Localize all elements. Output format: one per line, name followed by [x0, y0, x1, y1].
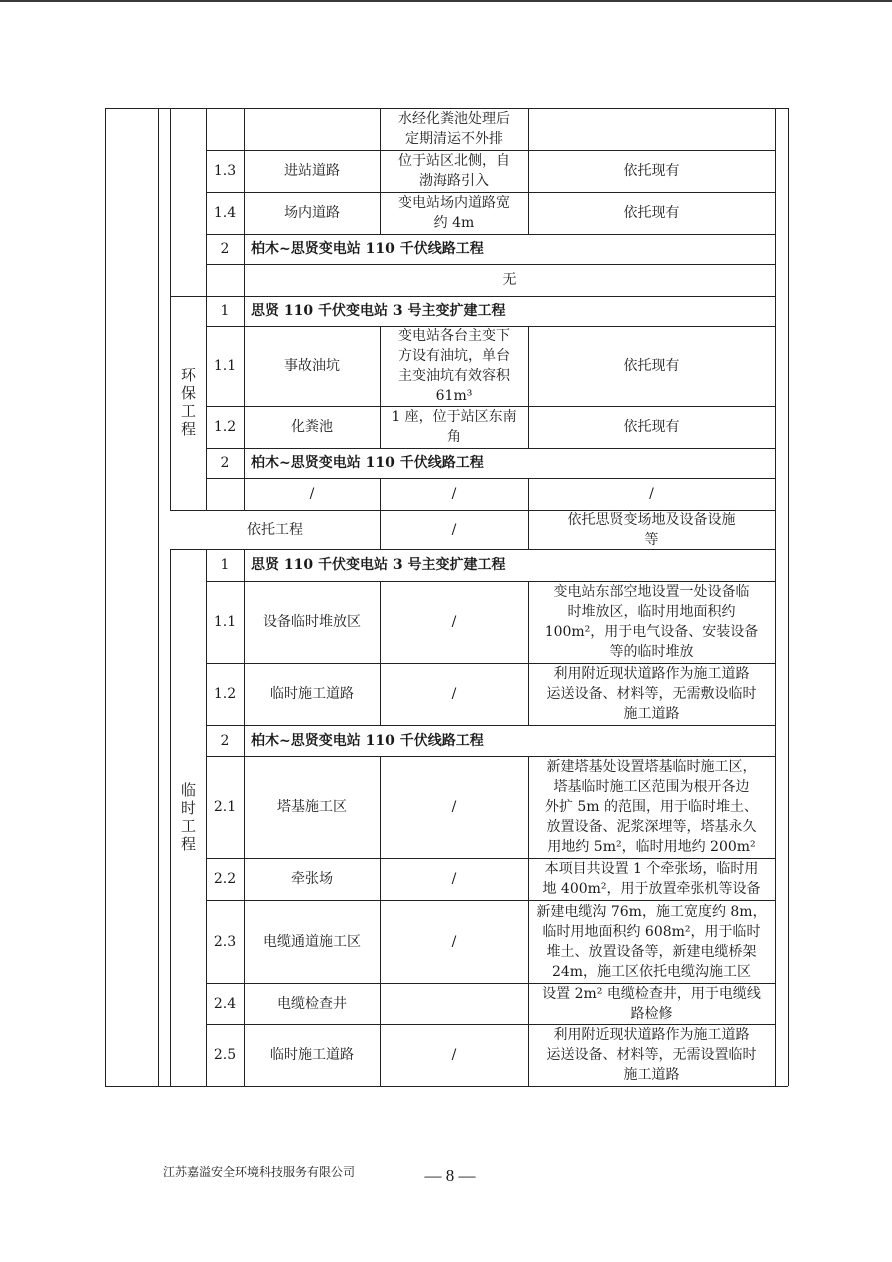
- row-note: 利用附近现状道路作为施工道路 运送设备、材料等，无需敷设临时 施工道路: [546, 666, 757, 722]
- row-scale: /: [451, 686, 457, 702]
- row-name: 化粪池: [291, 419, 333, 435]
- row-scale: [380, 983, 528, 1024]
- row-note: 依托现有: [623, 163, 680, 179]
- row-scale: /: [451, 614, 457, 630]
- row-name: 设备临时堆放区: [263, 614, 361, 630]
- row-number: [206, 478, 244, 510]
- row-number: 1: [220, 557, 230, 573]
- row-note: 利用附近现状道路作为施工道路 运送设备、材料等，无需设置临时 施工道路: [546, 1027, 757, 1083]
- row-number: 2.1: [213, 799, 237, 815]
- row-number: 1.4: [213, 205, 237, 221]
- row-scale: 1 座，位于站区东南 角: [391, 409, 517, 445]
- row-note: 新建电缆沟 76m，施工宽度约 8m， 临时用地面积约 608m²，用于临时 堆土、放置设备等，新建电缆桥架 24m，施工区依托电缆沟施工区: [536, 903, 767, 980]
- row-number: 1.1: [213, 614, 237, 630]
- row-note: 设置 2m² 电缆检查井，用于电缆线 路检修: [542, 985, 761, 1022]
- row-name: [244, 108, 380, 150]
- group-label-env: 环保工程: [179, 367, 197, 439]
- row-number: 2.2: [213, 871, 237, 887]
- row-scale: 水经化粪池处理后 定期清运不外排: [398, 111, 510, 147]
- row-number: 2: [220, 241, 230, 257]
- row-scale: 位于站区北侧，自 渤海路引入: [398, 153, 510, 189]
- table-line-col6: [775, 108, 776, 1086]
- row-number: 2.4: [213, 995, 237, 1012]
- row-number: 1.1: [213, 358, 237, 374]
- row-number: 2.3: [213, 933, 237, 950]
- row-scale: /: [451, 1047, 457, 1063]
- table-border-left: [105, 108, 106, 1086]
- subproject-title: 柏木~思贤变电站 110 千伏线路工程: [251, 241, 484, 257]
- row-number: 1.2: [213, 419, 237, 435]
- row-scale: 变电站各台主变下 方设有油坑，单台 主变油坑有效容积 61m³: [398, 328, 510, 404]
- cell-line: [206, 264, 207, 296]
- footer-company: 江苏嘉溢安全环境科技服务有限公司: [163, 1165, 356, 1179]
- row-scale: /: [451, 486, 457, 502]
- row-scale: /: [451, 933, 457, 950]
- row-label: 依托工程: [247, 521, 303, 538]
- row-name: 电缆检查井: [277, 995, 347, 1012]
- row-note: 变电站东部空地设置一处设备临 时堆放区，临时用地面积约 100m²，用于电气设备、安装设备 等的临时堆放: [544, 584, 759, 660]
- row-name: 场内道路: [284, 205, 340, 221]
- row-name: 进站道路: [284, 163, 340, 179]
- table-border-bottom: [105, 1086, 788, 1087]
- row-scale: 变电站场内道路宽 约 4m: [398, 195, 510, 231]
- subproject-title: 思贤 110 千伏变电站 3 号主变扩建工程: [251, 303, 506, 319]
- row-name: /: [309, 486, 315, 502]
- row-note: 新建塔基处设置塔基临时施工区， 塔基临时施工区范围为根开各边 外扩 5m 的范围，用于临时堆土、 放置设备、泥浆深埋等，塔基永久 用地约 5m²，临时用地约 200m²: [544, 759, 759, 855]
- subproject-title: 思贤 110 千伏变电站 3 号主变扩建工程: [251, 557, 506, 573]
- subproject-title: 柏木~思贤变电站 110 千伏线路工程: [251, 732, 484, 749]
- row-note: /: [649, 486, 654, 502]
- top-border: [0, 0, 892, 2]
- row-note: 依托思贤变场地及设备设施 等: [567, 511, 736, 548]
- row-number: 1: [220, 303, 230, 319]
- row-number: 2: [220, 455, 230, 471]
- row-scale: /: [451, 871, 457, 887]
- row-number: 2.5: [213, 1047, 237, 1063]
- row-note: 依托现有: [623, 205, 680, 221]
- row-number: [206, 108, 244, 150]
- row-number: 2: [220, 732, 230, 749]
- row-name: 牵张场: [291, 871, 333, 887]
- row-name: 临时施工道路: [270, 686, 354, 702]
- row-note: 依托现有: [623, 358, 680, 374]
- page-number: — 8 —: [424, 1166, 476, 1185]
- row-scale: /: [451, 521, 457, 538]
- group-label-temp: 临时工程: [179, 781, 197, 854]
- row-number: 1.2: [213, 686, 237, 702]
- row-scale: /: [451, 799, 457, 815]
- row-name: 电缆通道施工区: [263, 933, 361, 950]
- table-line-col0: [158, 108, 159, 1086]
- row-number: 1.3: [213, 163, 237, 179]
- row-note: 依托现有: [623, 419, 680, 435]
- row-name: 塔基施工区: [277, 799, 347, 815]
- row-note: 本项目共设置 1 个牵张场，临时用 地 400m²，用于放置牵张机等设备: [542, 861, 761, 897]
- row-text: 无: [502, 272, 517, 288]
- row-note: [528, 108, 775, 150]
- table-border-right: [788, 108, 789, 1086]
- row-name: 事故油坑: [284, 358, 340, 374]
- row-name: 临时施工道路: [270, 1047, 354, 1063]
- subproject-title: 柏木~思贤变电站 110 千伏线路工程: [251, 455, 484, 471]
